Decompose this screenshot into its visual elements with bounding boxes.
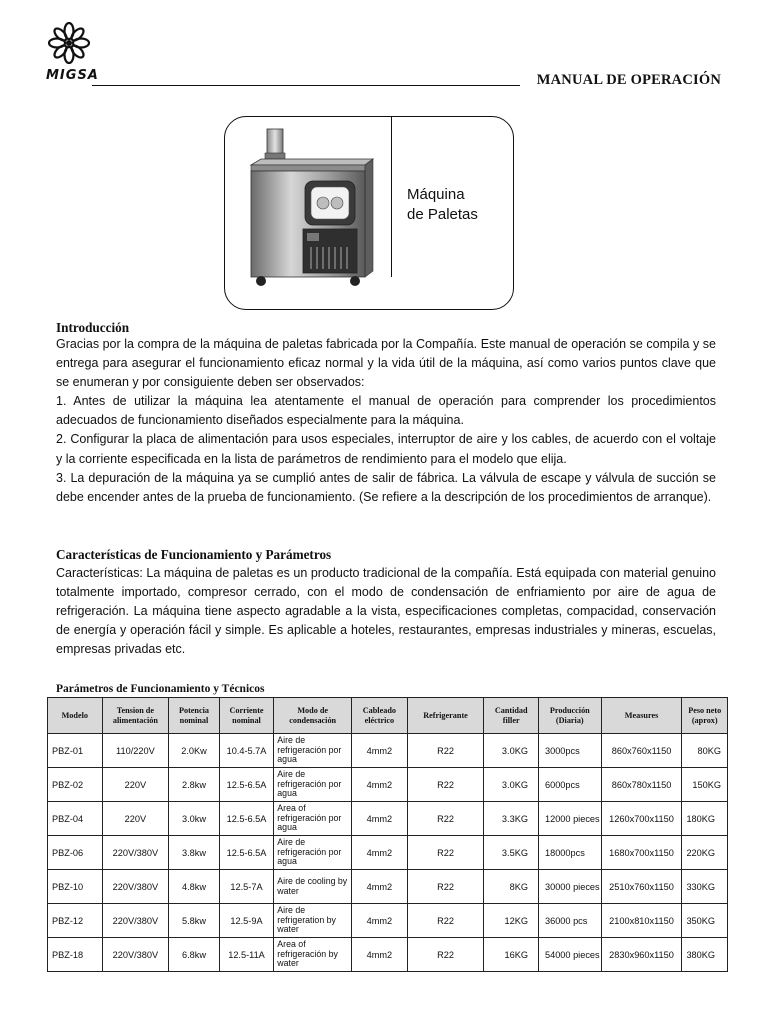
cell-modelo: PBZ-01: [48, 734, 103, 768]
cell-produccion: 3000pcs: [538, 734, 601, 768]
header-rule: [92, 85, 520, 86]
cell-modelo: PBZ-12: [48, 904, 103, 938]
cell-measures: 2830x960x1150: [601, 938, 682, 972]
cell-condensacion: Aire de refrigeración por agua: [274, 734, 352, 768]
cell-tension: 220V: [102, 802, 169, 836]
cell-tension: 110/220V: [102, 734, 169, 768]
cell-cableado: 4mm2: [352, 904, 408, 938]
intro-item-1: 1. Antes de utilizar la máquina lea atentamente el manual de operación para comprender los procedimientos adecuados de funcionamiento diseñados especialmente para la máquina.: [56, 394, 716, 428]
cell-modelo: PBZ-04: [48, 802, 103, 836]
cell-measures: 860x780x1150: [601, 768, 682, 802]
intro-item-2: 2. Configurar la placa de alimentación para usos especiales, interruptor de aire y los cables, de acuerdo con el voltaje y la corriente especificada en la lista de parámetros de rendimiento para el modelo que elija.: [56, 432, 716, 466]
cell-cableado: 4mm2: [352, 768, 408, 802]
cell-cableado: 4mm2: [352, 870, 408, 904]
flower-logo-icon: [48, 22, 90, 64]
column-header: Tension de alimentación: [102, 698, 169, 734]
cell-produccion: 36000 pcs: [538, 904, 601, 938]
cell-filler: 3.0KG: [484, 768, 539, 802]
logo-text: MIGSA: [46, 68, 99, 83]
cell-refrigerante: R22: [407, 870, 484, 904]
company-logo: [46, 22, 99, 90]
cell-corriente: 12.5-6.5A: [219, 836, 274, 870]
cell-produccion: 54000 pieces: [538, 938, 601, 972]
cell-refrigerante: R22: [407, 836, 484, 870]
cell-tension: 220V/380V: [102, 904, 169, 938]
caption-line-1: Máquina: [407, 186, 465, 203]
cell-corriente: 12.5-6.5A: [219, 802, 274, 836]
column-header: Cantidad filler: [484, 698, 539, 734]
table-header-row: [48, 698, 728, 734]
product-caption: [407, 185, 478, 225]
column-header: Modo de condensación: [274, 698, 352, 734]
cell-peso: 180KG: [682, 802, 728, 836]
cell-corriente: 10.4-5.7A: [219, 734, 274, 768]
cell-filler: 16KG: [484, 938, 539, 972]
page-title: MANUAL DE OPERACIÓN: [536, 72, 721, 88]
cell-produccion: 6000pcs: [538, 768, 601, 802]
cell-potencia: 3.0kw: [169, 802, 220, 836]
column-header: Cableado eléctrico: [352, 698, 408, 734]
intro-paragraph: Gracias por la compra de la máquina de paletas fabricada por la Compañía. Este manual de operación se compila y se entrega para asegurar el funcionamiento eficaz normal y la vida útil de la máquina, así como varios puntos clave que se enumeran y por consiguiente deben ser observados:: [56, 337, 716, 390]
cell-measures: 2100x810x1150: [601, 904, 682, 938]
cell-produccion: 12000 pieces: [538, 802, 601, 836]
table-heading: Parámetros de Funcionamiento y Técnicos: [56, 683, 265, 695]
cell-modelo: PBZ-06: [48, 836, 103, 870]
cell-measures: 1680x700x1150: [601, 836, 682, 870]
cell-potencia: 6.8kw: [169, 938, 220, 972]
cell-condensacion: Aire de refrigeración por agua: [274, 768, 352, 802]
column-header: Corriente nominal: [219, 698, 274, 734]
cell-refrigerante: R22: [407, 802, 484, 836]
parameters-table: [47, 697, 728, 972]
column-header: Measures: [601, 698, 682, 734]
cell-potencia: 3.8kw: [169, 836, 220, 870]
table-row: [48, 768, 728, 802]
cell-peso: 150KG: [682, 768, 728, 802]
cell-refrigerante: R22: [407, 768, 484, 802]
table-row: [48, 904, 728, 938]
cell-filler: 3.0KG: [484, 734, 539, 768]
cell-potencia: 2.0Kw: [169, 734, 220, 768]
column-header: Potencia nominal: [169, 698, 220, 734]
table-row: [48, 836, 728, 870]
cell-tension: 220V: [102, 768, 169, 802]
cell-peso: 350KG: [682, 904, 728, 938]
cell-cableado: 4mm2: [352, 938, 408, 972]
cell-potencia: 5.8kw: [169, 904, 220, 938]
cell-modelo: PBZ-18: [48, 938, 103, 972]
cell-corriente: 12.5-7A: [219, 870, 274, 904]
cell-refrigerante: R22: [407, 734, 484, 768]
table-row: [48, 734, 728, 768]
cell-filler: 3.5KG: [484, 836, 539, 870]
column-header: Modelo: [48, 698, 103, 734]
cell-modelo: PBZ-10: [48, 870, 103, 904]
cell-filler: 8KG: [484, 870, 539, 904]
features-heading: Características de Funcionamiento y Parámetros: [56, 547, 332, 562]
column-header: Producción (Diaria): [538, 698, 601, 734]
cell-corriente: 12.5-9A: [219, 904, 274, 938]
cell-peso: 220KG: [682, 836, 728, 870]
table-row: [48, 870, 728, 904]
features-paragraph: Características: La máquina de paletas es un producto tradicional de la compañía. Está equipada con material genuino totalmente importado, compresor cerrado, con el modo de condensación de enfriamiento por aire de agua de refrigeración. La máquina tiene aspecto agradable a la vista, especificaciones completas, compacidad, conservación de energía y operación fácil y simple. Es aplicable a hoteles, restaurantes, empresas industriales y mineras, escuelas, empresas privadas etc.: [56, 566, 716, 657]
cell-condensacion: Area of refrigeración by water: [274, 938, 352, 972]
table-row: [48, 938, 728, 972]
hero-divider: [391, 117, 392, 277]
cell-measures: 2510x760x1150: [601, 870, 682, 904]
cell-refrigerante: R22: [407, 938, 484, 972]
cell-corriente: 12.5-6.5A: [219, 768, 274, 802]
cell-condensacion: Aire de refrigeration by water: [274, 904, 352, 938]
cell-measures: 860x760x1150: [601, 734, 682, 768]
cell-peso: 380KG: [682, 938, 728, 972]
cell-tension: 220V/380V: [102, 836, 169, 870]
cell-corriente: 12.5-11A: [219, 938, 274, 972]
cell-refrigerante: R22: [407, 904, 484, 938]
cell-potencia: 4.8kw: [169, 870, 220, 904]
intro-item-3: 3. La depuración de la máquina ya se cumplió antes de salir de fábrica. La válvula de escape y válvula de succión se debe encender antes de la prueba de funcionamiento. (Se refiere a la descripción de los procedimientos de arranque).: [56, 470, 716, 504]
popsicle-machine-icon: [245, 125, 381, 289]
column-header: Refrigerante: [407, 698, 484, 734]
cell-produccion: 18000pcs: [538, 836, 601, 870]
cell-condensacion: Aire de cooling by water: [274, 870, 352, 904]
intro-heading: Introducción: [56, 320, 130, 335]
caption-line-2: de Paletas: [407, 206, 478, 223]
cell-tension: 220V/380V: [102, 870, 169, 904]
cell-filler: 3.3KG: [484, 802, 539, 836]
cell-peso: 330KG: [682, 870, 728, 904]
cell-produccion: 30000 pieces: [538, 870, 601, 904]
cell-modelo: PBZ-02: [48, 768, 103, 802]
cell-cableado: 4mm2: [352, 802, 408, 836]
intro-section: [56, 335, 716, 507]
cell-condensacion: Area of refrigeración por agua: [274, 802, 352, 836]
cell-cableado: 4mm2: [352, 836, 408, 870]
cell-potencia: 2.8kw: [169, 768, 220, 802]
cell-tension: 220V/380V: [102, 938, 169, 972]
cell-filler: 12KG: [484, 904, 539, 938]
cell-cableado: 4mm2: [352, 734, 408, 768]
cell-measures: 1260x700x1150: [601, 802, 682, 836]
table-row: [48, 802, 728, 836]
cell-peso: 80KG: [682, 734, 728, 768]
column-header: Peso neto (aprox): [682, 698, 728, 734]
product-hero-box: [224, 116, 514, 310]
cell-condensacion: Aire de refrigeración por agua: [274, 836, 352, 870]
